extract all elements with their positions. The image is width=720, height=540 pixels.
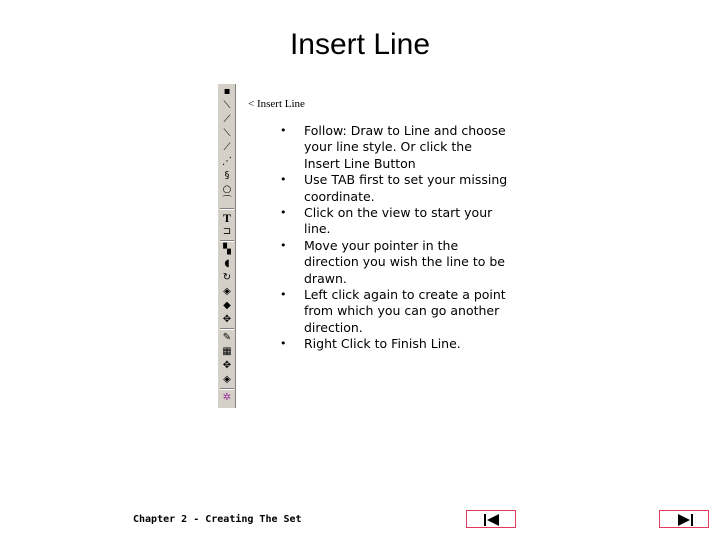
move-icon[interactable]: ✥ <box>222 314 232 325</box>
cube-alt-icon[interactable]: ◆ <box>223 300 231 311</box>
pencil-icon[interactable]: ✎ <box>222 332 232 343</box>
line-icon[interactable]: ▪ <box>223 86 231 97</box>
toolbar-separator <box>220 388 234 390</box>
toolbar-separator <box>220 328 234 330</box>
list-item-text: Follow: Draw to Line and choose your line style. Or click the Insert Line Button <box>304 123 506 171</box>
list-item-text: Use TAB first to set your missing coordinate. <box>304 172 508 204</box>
text-icon[interactable]: T <box>222 211 231 225</box>
curve-icon[interactable]: ⟍ <box>223 128 231 139</box>
slide-footer: Chapter 2 - Creating The Set <box>133 514 302 525</box>
list-item-text: Move your pointer in the direction you wish the line to be drawn. <box>304 237 505 286</box>
bullet-icon: • <box>280 337 287 351</box>
list-item <box>278 238 508 287</box>
spiral-icon[interactable]: § <box>224 170 230 181</box>
list-item <box>278 336 508 352</box>
rotate-icon[interactable]: ↻ <box>222 272 232 283</box>
circle-icon[interactable]: ○ <box>222 184 232 195</box>
slide-title: Insert Line <box>289 28 431 61</box>
shape-icon[interactable]: ◖ <box>224 258 230 269</box>
dashed-line-icon[interactable]: ⋰ <box>222 156 232 167</box>
bullet-icon: • <box>280 238 287 252</box>
push-pin-icon[interactable]: ▚ <box>223 244 231 255</box>
list-item <box>278 205 508 238</box>
toolbar-separator <box>220 208 234 210</box>
cube-icon[interactable]: ◈ <box>223 286 231 297</box>
list-item <box>278 287 508 336</box>
arc-small-icon[interactable]: ⌒ <box>222 196 232 207</box>
skip-to-start-icon <box>467 511 517 529</box>
draw-toolbar <box>217 84 236 408</box>
list-item-text: Click on the view to start your line. <box>304 205 493 237</box>
bullet-icon: • <box>280 124 287 137</box>
skip-to-end-icon <box>660 511 710 529</box>
solid-icon[interactable]: ✥ <box>222 360 232 371</box>
arc-icon[interactable]: ⟋ <box>223 114 231 125</box>
grid-icon[interactable]: ▦ <box>222 346 232 357</box>
spline-icon[interactable]: ⟋ <box>223 142 231 153</box>
instruction-list <box>278 123 508 353</box>
last-slide-button[interactable] <box>659 510 709 528</box>
list-item-text: Left click again to create a point from which you can go another direction. <box>304 287 506 335</box>
list-item <box>278 172 508 205</box>
wand-icon[interactable]: ✲ <box>222 392 232 403</box>
first-slide-button[interactable] <box>466 510 516 528</box>
insert-line-tooltip: < Insert Line <box>248 98 305 110</box>
polyline-icon[interactable]: ⟍ <box>223 100 231 111</box>
bullet-icon: • <box>280 288 287 302</box>
cube-small-icon[interactable]: ◈ <box>223 374 231 385</box>
list-item-text: Right Click to Finish Line. <box>304 336 461 352</box>
toolbar-separator <box>220 240 234 242</box>
dimension-icon[interactable]: ⊐ <box>222 226 232 237</box>
list-item <box>278 123 508 172</box>
bullet-icon: • <box>280 206 287 220</box>
bullet-icon: • <box>280 173 287 187</box>
